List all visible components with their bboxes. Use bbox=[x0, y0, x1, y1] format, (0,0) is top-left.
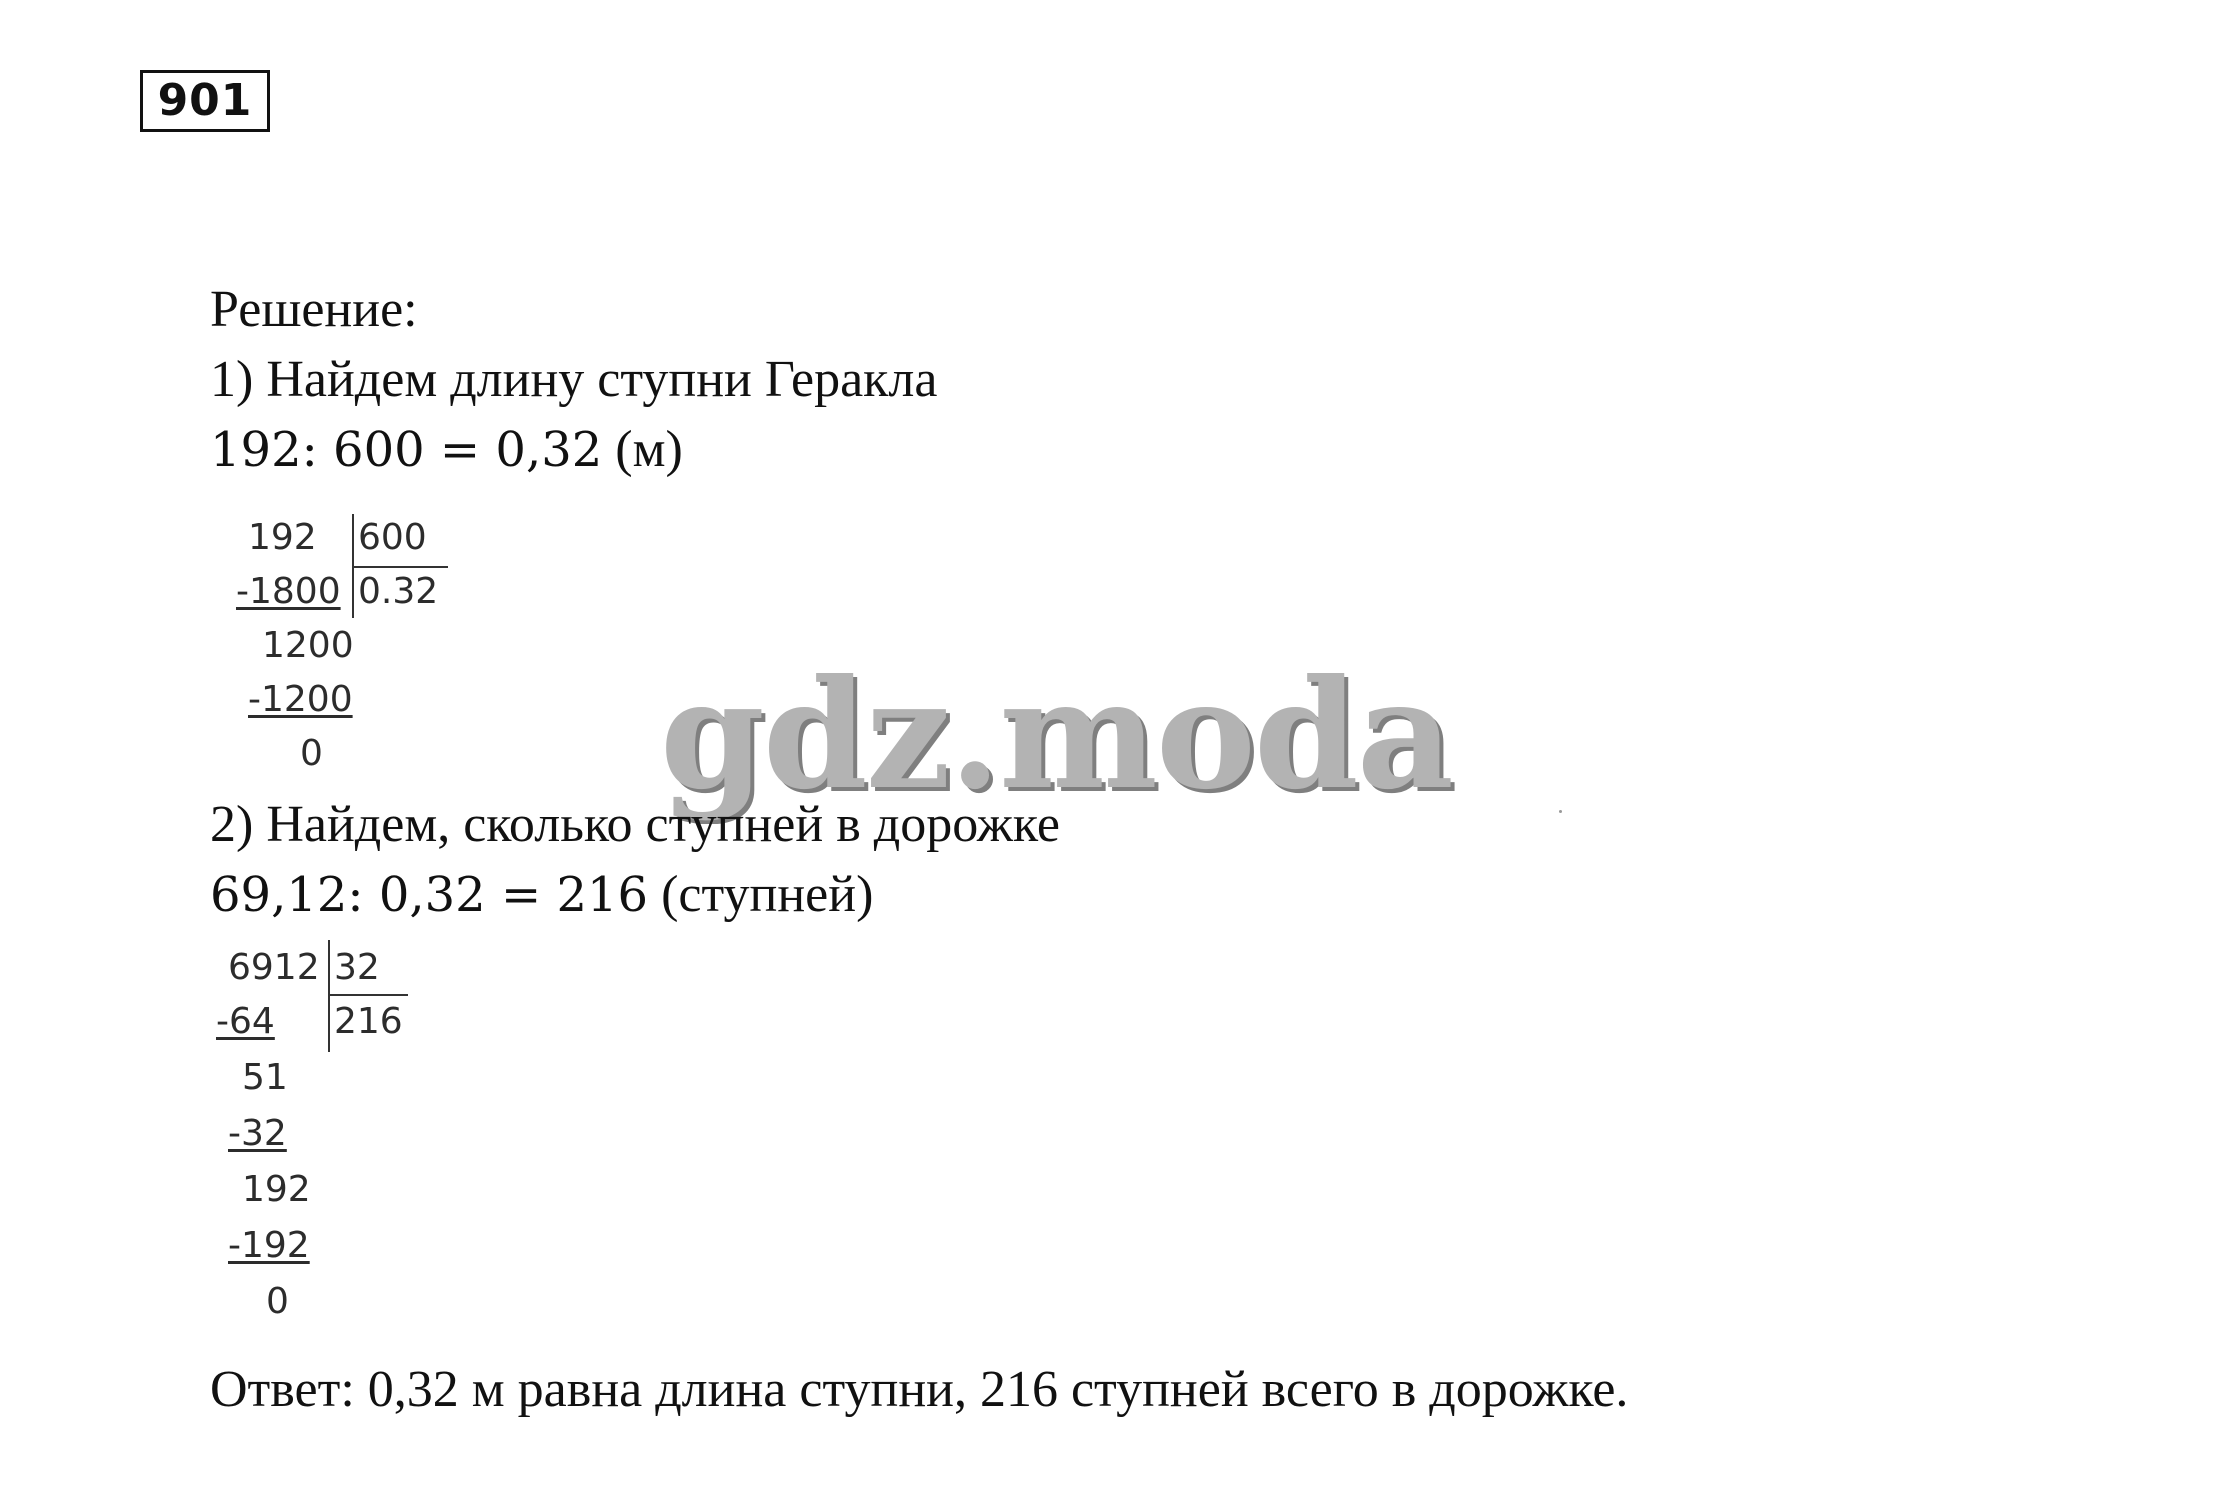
division-2-remainder: 192 bbox=[242, 1169, 311, 1210]
division-1-quotient: 0.32 bbox=[358, 571, 439, 612]
division-1-subtrahend: -1200 bbox=[248, 679, 353, 720]
step-2-expression: 69,12: 0,32 = 216 bbox=[210, 867, 649, 923]
division-1-remainder: 1200 bbox=[262, 625, 354, 666]
division-1-dividend: 192 bbox=[248, 517, 317, 558]
division-2-remainder: 0 bbox=[266, 1281, 289, 1322]
division-1-remainder: 0 bbox=[300, 733, 323, 774]
division-2-remainder: 51 bbox=[242, 1057, 288, 1098]
division-1-subtrahend: -1800 bbox=[236, 571, 341, 612]
problem-number: 901 bbox=[140, 70, 270, 132]
division-2-horizontal-line bbox=[328, 994, 408, 996]
division-2-dividend: 6912 bbox=[228, 947, 320, 988]
division-2-subtrahend: -192 bbox=[228, 1225, 310, 1266]
step-2-equation bbox=[210, 865, 873, 925]
division-2-subtrahend: -64 bbox=[216, 1001, 275, 1042]
step-2-unit: (ступней) bbox=[661, 866, 874, 923]
division-2-quotient: 216 bbox=[334, 1001, 403, 1042]
step-2-label: 2) Найдем, сколько ступней в дорожке bbox=[210, 796, 1060, 853]
step-1-equation bbox=[210, 420, 683, 480]
solution-heading: Решение: bbox=[210, 281, 418, 338]
speck bbox=[1559, 810, 1562, 813]
division-2-subtrahend: -32 bbox=[228, 1113, 287, 1154]
division-1-divisor: 600 bbox=[358, 517, 427, 558]
division-1-horizontal-line bbox=[352, 566, 448, 568]
step-1-unit: (м) bbox=[615, 421, 683, 478]
step-1-label: 1) Найдем длину ступни Геракла bbox=[210, 351, 938, 408]
step-1-expression: 192: 600 = 0,32 bbox=[210, 422, 603, 478]
answer-text: Ответ: 0,32 м равна длина ступни, 216 ступней всего в дорожке. bbox=[210, 1361, 1629, 1418]
division-2-divisor: 32 bbox=[334, 947, 380, 988]
division-2-vertical-line bbox=[328, 940, 330, 1052]
watermark-logo: gdz.moda bbox=[660, 647, 1453, 823]
